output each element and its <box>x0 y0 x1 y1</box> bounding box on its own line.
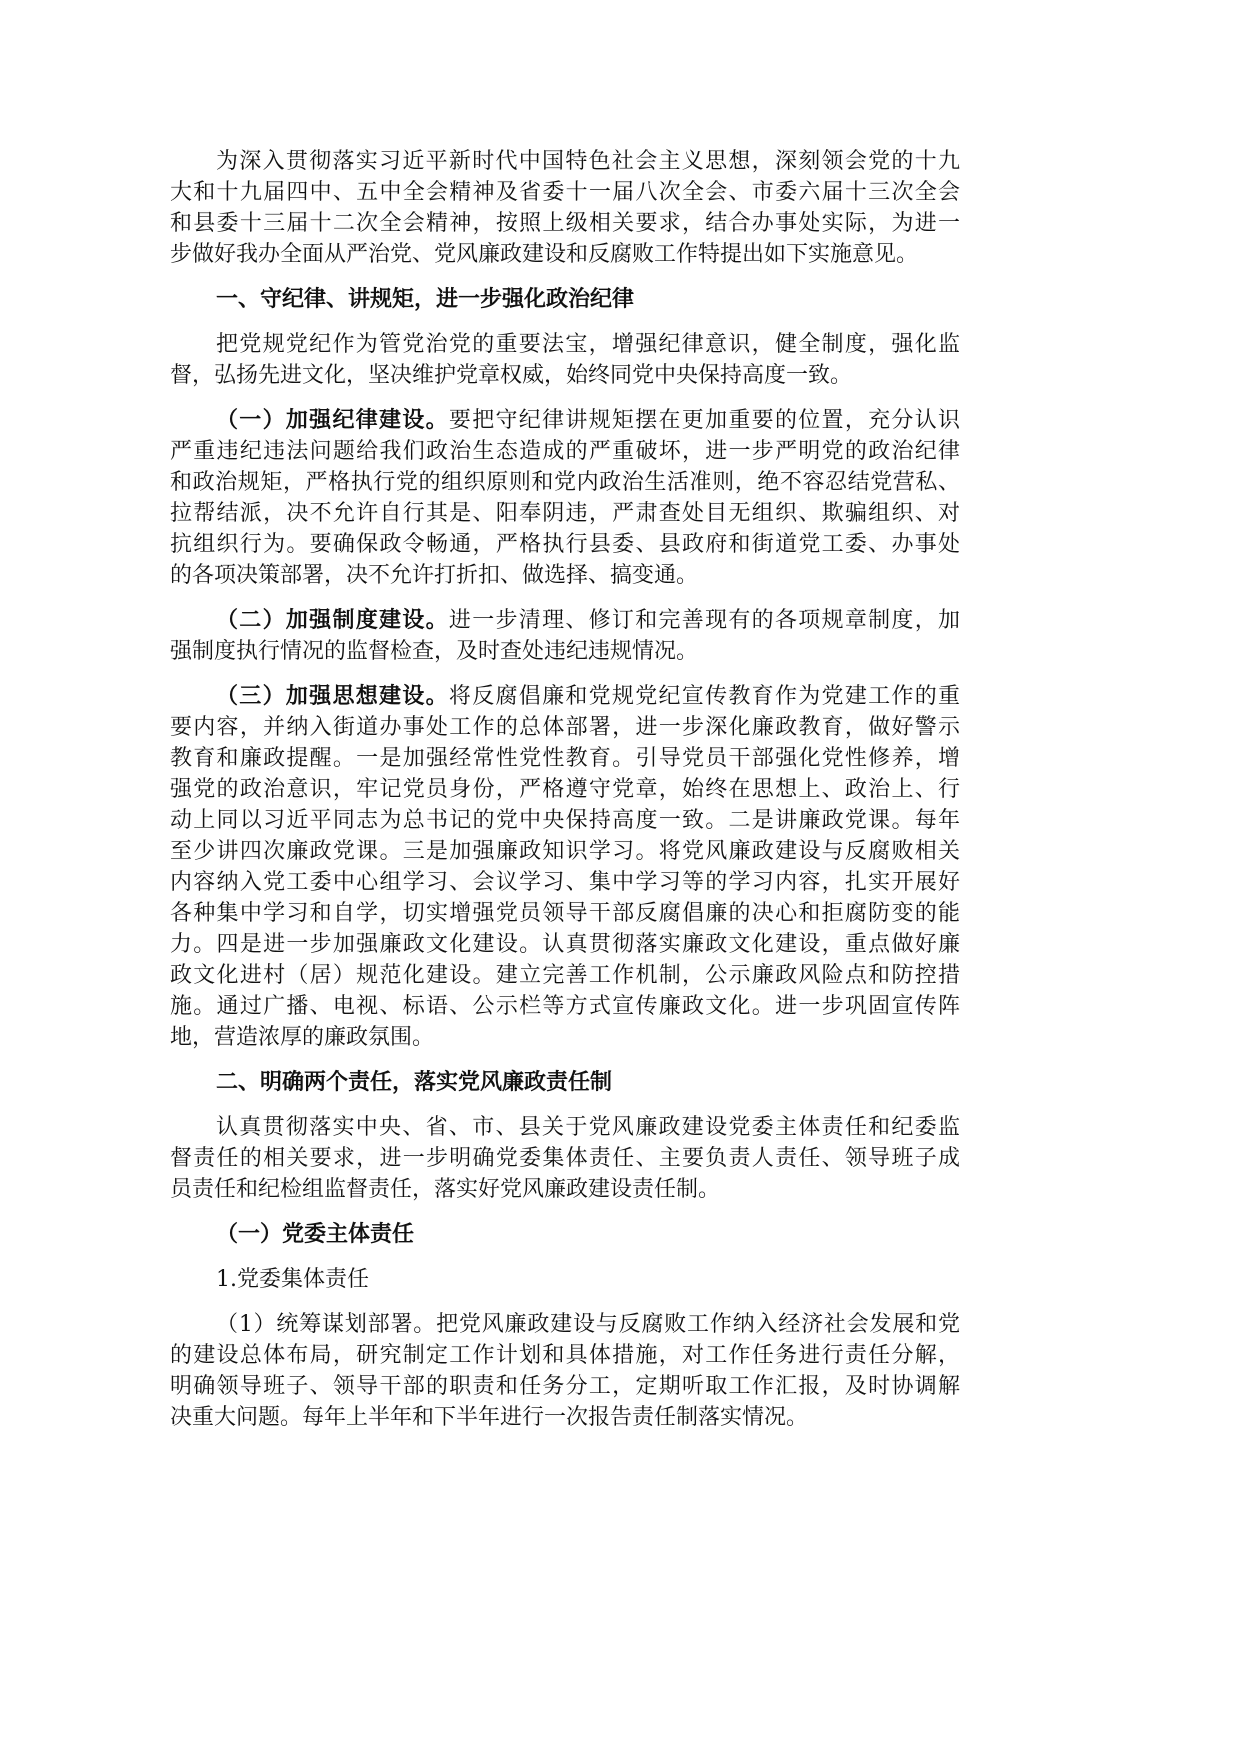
text-line <box>170 743 960 774</box>
paragraph <box>170 405 960 591</box>
text-line <box>170 498 960 529</box>
line-text: 拉帮结派，决不允许自行其是、阳奉阴违，严肃查处目无组织、欺骗组织、对 <box>170 501 960 526</box>
text-line <box>170 1067 960 1098</box>
line-text: 的建设总体布局，研究制定工作计划和具体措施，对工作任务进行责任分解， <box>170 1343 960 1368</box>
text-line <box>170 1143 960 1174</box>
line-text: 施。通过广播、电视、标语、公示栏等方式宣传廉政文化。进一步巩固宣传阵 <box>170 994 960 1019</box>
line-text: 要把守纪律讲规矩摆在更加重要的位置，充分认识 <box>448 408 960 433</box>
text-line <box>170 1402 960 1433</box>
line-text: 督责任的相关要求，进一步明确党委集体责任、主要负责人责任、领导班子成 <box>170 1146 960 1171</box>
text-line <box>170 636 960 667</box>
text-line <box>170 284 960 315</box>
text-line <box>170 681 960 712</box>
paragraph <box>170 1112 960 1205</box>
line-text: 1.党委集体责任 <box>216 1267 369 1292</box>
line-text: 各种集中学习和自学，切实增强党员领导干部反腐倡廉的决心和拒腐防变的能 <box>170 901 960 926</box>
paragraph <box>170 1264 960 1295</box>
paragraph <box>170 1309 960 1433</box>
text-line <box>170 436 960 467</box>
line-text: 动上同以习近平同志为总书记的党中央保持高度一致。二是讲廉政党课。每年 <box>170 808 960 833</box>
line-text: 一、守纪律、讲规矩，进一步强化政治纪律 <box>216 286 635 312</box>
text-line <box>170 1309 960 1340</box>
line-text: 督，弘扬先进文化，坚决维护党章权威，始终同党中央保持高度一致。 <box>170 363 853 388</box>
line-text: 强制度执行情况的监督检查，及时查处违纪违规情况。 <box>170 639 699 664</box>
text-line <box>170 712 960 743</box>
paragraph <box>170 681 960 1053</box>
line-text: 决重大问题。每年上半年和下半年进行一次报告责任制落实情况。 <box>170 1405 809 1430</box>
text-line <box>170 1022 960 1053</box>
text-line <box>170 1112 960 1143</box>
bold-lead: （三）加强思想建设。 <box>216 683 449 709</box>
text-line <box>170 960 960 991</box>
line-text: 强党的政治意识，牢记党员身份，严格遵守党章，始终在思想上、政治上、行 <box>170 777 960 802</box>
section-heading <box>170 284 960 315</box>
line-text: 为深入贯彻落实习近平新时代中国特色社会主义思想，深刻领会党的十九 <box>216 149 960 174</box>
line-text: 地，营造浓厚的廉政氛围。 <box>170 1025 435 1050</box>
line-text: 将反腐倡廉和党规党纪宣传教育作为党建工作的重 <box>448 684 960 709</box>
line-text: （一）党委主体责任 <box>216 1221 415 1247</box>
text-line <box>170 529 960 560</box>
text-line <box>170 360 960 391</box>
text-line <box>170 239 960 270</box>
line-text: 政文化进村（居）规范化建设。建立完善工作机制，公示廉政风险点和防控措 <box>170 963 960 988</box>
line-text: 二、明确两个责任，落实党风廉政责任制 <box>216 1069 613 1095</box>
text-line <box>170 1264 960 1295</box>
text-line <box>170 805 960 836</box>
text-line <box>170 329 960 360</box>
text-line <box>170 774 960 805</box>
line-text: 和县委十三届十二次全会精神，按照上级相关要求，结合办事处实际，为进一 <box>170 211 960 236</box>
line-text: 把党规党纪作为管党治党的重要法宝，增强纪律意识，健全制度，强化监 <box>216 332 960 357</box>
line-text: 步做好我办全面从严治党、党风廉政建设和反腐败工作特提出如下实施意见。 <box>170 242 919 267</box>
section-heading <box>170 1219 960 1250</box>
bold-lead: （二）加强制度建设。 <box>216 607 449 633</box>
text-line <box>170 1174 960 1205</box>
text-line <box>170 405 960 436</box>
text-line <box>170 1219 960 1250</box>
line-text: 明确领导班子、领导干部的职责和任务分工，定期听取工作汇报，及时协调解 <box>170 1374 960 1399</box>
text-line <box>170 560 960 591</box>
text-line <box>170 1371 960 1402</box>
line-text: 员责任和纪检组监督责任，落实好党风廉政建设责任制。 <box>170 1177 721 1202</box>
paragraph <box>170 146 960 270</box>
text-line <box>170 929 960 960</box>
line-text: 教育和廉政提醒。一是加强经常性党性教育。引导党员干部强化党性修养，增 <box>170 746 960 771</box>
text-line <box>170 867 960 898</box>
paragraph <box>170 329 960 391</box>
document-body <box>170 146 960 1433</box>
line-text: 和政治规矩，严格执行党的组织原则和党内政治生活准则，绝不容忍结党营私、 <box>170 470 960 495</box>
line-text: 至少讲四次廉政党课。三是加强廉政知识学习。将党风廉政建设与反腐败相关 <box>170 839 960 864</box>
text-line <box>170 146 960 177</box>
text-line <box>170 467 960 498</box>
line-text: 抗组织行为。要确保政令畅通，严格执行县委、县政府和街道党工委、办事处 <box>170 532 960 557</box>
text-line <box>170 898 960 929</box>
line-text: 力。四是进一步加强廉政文化建设。认真贯彻落实廉政文化建设，重点做好廉 <box>170 932 960 957</box>
paragraph <box>170 605 960 667</box>
line-text: 严重违纪违法问题给我们政治生态造成的严重破坏，进一步严明党的政治纪律 <box>170 439 960 464</box>
text-line <box>170 836 960 867</box>
line-text: 认真贯彻落实中央、省、市、县关于党风廉政建设党委主体责任和纪委监 <box>216 1115 960 1140</box>
text-line <box>170 605 960 636</box>
text-line <box>170 208 960 239</box>
line-text: 的各项决策部署，决不允许打折扣、做选择、搞变通。 <box>170 563 699 588</box>
line-text: 要内容，并纳入街道办事处工作的总体部署，进一步深化廉政教育，做好警示 <box>170 715 960 740</box>
text-line <box>170 177 960 208</box>
text-line <box>170 1340 960 1371</box>
line-text: 大和十九届四中、五中全会精神及省委十一届八次全会、市委六届十三次全会 <box>170 180 960 205</box>
line-text: 内容纳入党工委中心组学习、会议学习、集中学习等的学习内容，扎实开展好 <box>170 870 960 895</box>
line-text: （1）统筹谋划部署。把党风廉政建设与反腐败工作纳入经济社会发展和党 <box>216 1312 960 1337</box>
line-text: 进一步清理、修订和完善现有的各项规章制度，加 <box>448 608 960 633</box>
section-heading <box>170 1067 960 1098</box>
text-line <box>170 991 960 1022</box>
bold-lead: （一）加强纪律建设。 <box>216 407 449 433</box>
